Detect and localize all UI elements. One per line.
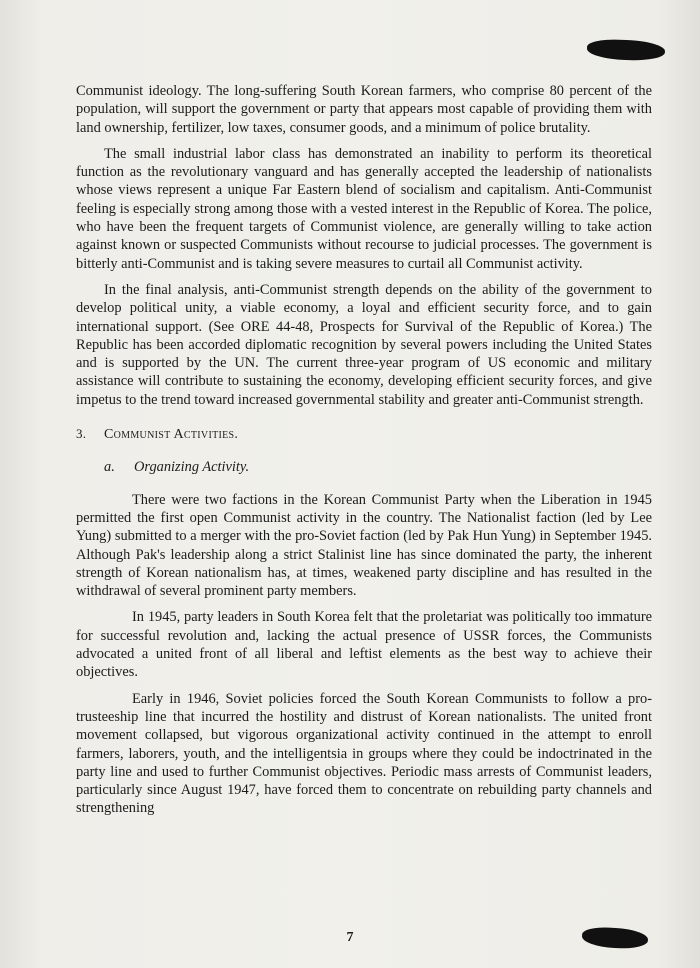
paragraph-1: Communist ideology. The long-suffering South Korean farmers, who comprise 80 percent of the population, will support the government or party that appears most capable of providing them with land ownership, fertilizer, low taxes, consumer goods, and a minimum of police brutality. <box>76 83 652 136</box>
body-text <box>76 82 652 826</box>
paragraph-3: In the final analysis, anti-Communist strength depends on the ability of the government to develop political unity, a viable economy, a loyal and efficient security force, and to gain international support. (See ORE 44-48, Prospects for Survival of the Republic of Korea.) The Republic has been accorded diplomatic recognition by several powers including the United States and is supported by the UN. The current three-year program of US economic and military assistance will contribute to sustaining the economy, developing efficient security forces, and give impetus to the trend toward increased governmental stability and greater anti-Communist strength. <box>76 281 652 408</box>
subsection-letter: a. <box>104 459 115 476</box>
section-heading <box>76 425 652 444</box>
paragraph-6: Early in 1946, Soviet policies forced the South Korean Communists to follow a pro-trusteeship line that incurred the hostility and distrust of Korean nationalists. The united front movement collapsed, but vigorous organizational activity continued in the attempt to enroll farmers, laborers, youth, and the intelligentsia in groups where they could be indoctrinated in the party line and used to further Communist objectives. Periodic mass arrests of Communist leaders, particularly since August 1947, have forced them to concentrate on rebuilding party channels and strengthening <box>76 690 652 817</box>
paragraph-5: In 1945, party leaders in South Korea felt that the proletariat was politically too immature for successful revolution and, lacking the actual presence of USSR forces, the Communists advocated a united front of all liberal and leftist elements as the best way to achieve their objectives. <box>76 609 652 681</box>
paragraph-2: The small industrial labor class has demonstrated an inability to perform its theoretical function as the revolutionary vanguard and has generally accepted the leadership of nationalists whose views represent a unique Far Eastern blend of socialism and capitalism. Anti-Communist feeling is especially strong among those with a vested interest in the Republic of Korea. The police, who have been the frequent targets of Communist violence, are generally willing to take action against known or suspected Communists without recourse to judicial processes. The government is bitterly anti-Communist and is taking severe measures to curtail all Communist activity. <box>76 145 652 272</box>
section-title: Communist Activities. <box>104 427 239 443</box>
subsection-heading <box>104 458 652 476</box>
redaction-mark-top <box>587 39 666 62</box>
page-number: 7 <box>346 930 354 945</box>
section-number: 3. <box>76 426 87 442</box>
subsection-title: Organizing Activity. <box>134 459 250 476</box>
paragraph-4: There were two factions in the Korean Communist Party when the Liberation in 1945 permitted the first open Communist activity in the country. The Nationalist faction (led by Lee Yung) submitted to a merger with the pro-Soviet faction (led by Pak Hun Yung) in September 1945. Although Pak's leadership along a strict Stalinist line has since dominated the party, the inherent strength of Korean nationalism has, at times, weakened party discipline and has resulted in the withdrawal of several prominent party members. <box>76 491 652 600</box>
